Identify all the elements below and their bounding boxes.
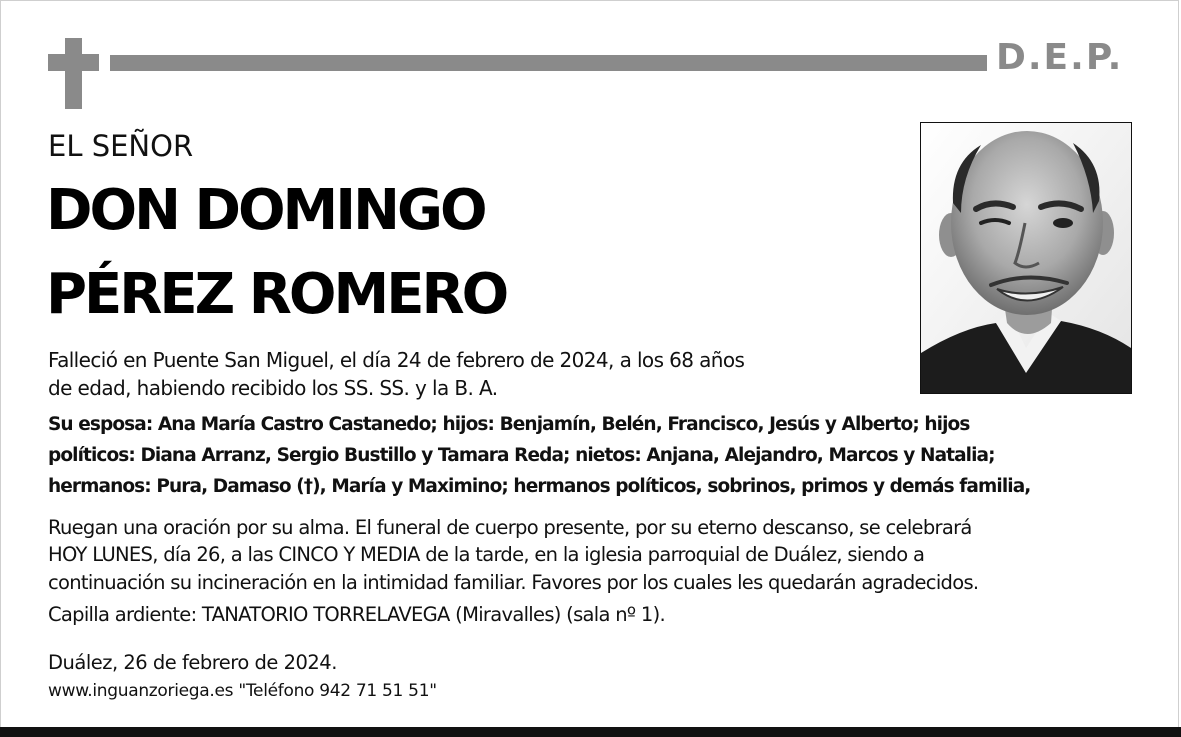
place-date: Duález, 26 de febrero de 2024. xyxy=(48,651,337,674)
title-prefix: EL SEÑOR xyxy=(48,129,194,163)
contact-line: www.inguanzoriega.es "Teléfono 942 71 51 51" xyxy=(48,681,437,701)
dep-label: D.E.P. xyxy=(996,37,1124,78)
deceased-name-line-2: PÉREZ ROMERO xyxy=(46,262,507,327)
family-line-2: políticos: Diana Arranz, Sergio Bustillo y Tamara Reda; nietos: Anjana, Alejandro, Marcos y Natalia; xyxy=(48,445,995,466)
portrait-illustration xyxy=(921,123,1131,393)
bottom-rule xyxy=(0,727,1181,737)
request-line-1: Ruegan una oración por su alma. El funeral de cuerpo presente, por su eterno descanso, se celebrará xyxy=(48,516,972,539)
header-rule xyxy=(110,55,987,71)
family-line-3: hermanos: Pura, Damaso (†), María y Maximino; hermanos políticos, sobrinos, primos y demás familia, xyxy=(48,476,1031,497)
death-notice-line-1: Falleció en Puente San Miguel, el día 24 de febrero de 2024, a los 68 años xyxy=(48,348,745,372)
request-line-3: continuación su incineración en la intimidad familiar. Favores por los cuales les quedarán agradecidos. xyxy=(48,571,979,594)
family-line-1: Su esposa: Ana María Castro Castanedo; hijos: Benjamín, Belén, Francisco, Jesús y Alberto; hijos xyxy=(48,414,970,435)
death-notice-line-2: de edad, habiendo recibido los SS. SS. y la B. A. xyxy=(48,376,498,400)
deceased-portrait-photo xyxy=(920,122,1132,394)
request-line-4: Capilla ardiente: TANATORIO TORRELAVEGA (Miravalles) (sala nº 1). xyxy=(48,603,666,626)
cross-icon-arm xyxy=(48,54,99,71)
cross-icon xyxy=(65,38,82,109)
deceased-name-line-1: DON DOMINGO xyxy=(46,178,485,243)
request-line-2: HOY LUNES, día 26, a las CINCO Y MEDIA de la tarde, en la iglesia parroquial de Duález, siendo a xyxy=(48,543,925,566)
